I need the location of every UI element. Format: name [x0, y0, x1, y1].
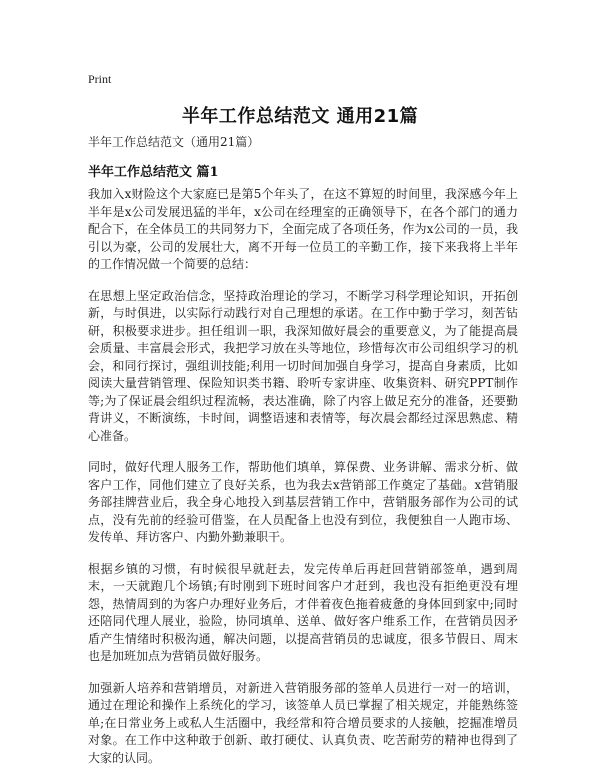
document-title: 半年工作总结范文 通用21篇 [181, 106, 419, 127]
paragraph-1: 我加入x财险这个大家庭已是第5个年头了，在这不算短的时间里，我深感今年上半年是x公司发展迅猛的半年，x公司在经理室的正确领导下，在各个部门的通力配合下，在全体员工的共同努力下，全面完成了各项任务，作为x公司的一员，我引以为豪，公司的发展壮大，离不开每一位员工的辛勤工作，接下来我将上半年的工作情况做一个简要的总结： [88, 187, 518, 271]
paragraph-2: 在思想上坚定政治信念，坚持政治理论的学习，不断学习科学理论知识，开拓创新，与时俱进，以实际行动践行对自己理想的承诺。在工作中勤于学习，刻苦钻研，积极要求进步。担任组训一职，我深知做好晨会的重要意义，为了能提高晨会质量、丰富晨会形式，我把学习放在头等地位，珍惜每次市公司组织学习的机会，和同行探讨，强组训技能;利用一切时间加强自身学习，提高自身素质，比如阅读大量营销管理、保险知识类书籍、聆听专家讲座、收集资料、研究PPT制作等;为了保证晨会组织过程流畅，表达准确，除了内容上做足充分的准备，还要勤背讲义，不断演练，卡时间，调整语速和表情等，每次晨会都经过深思熟虑、精心准备。 [88, 288, 518, 443]
paragraph-4: 根据乡镇的习惯，有时候很早就赶去，发完传单后再赶回营销部签单，遇到周末，一天就跑几个场镇;有时刚到下班时间客户才赶到，我也没有拒绝更没有埋怨，热情周到的为客户办理好业务后，才伴着夜色拖着疲惫的身体回到家中;同时还陪同代理人展业，验险，协同填单、送单、做好客户维系工作，在营销员因矛盾产生情绪时积极沟通，解决问题，以提高营销员的忠诚度，很多节假日、周末也是加班加点为营销员做好服务。 [88, 561, 518, 663]
print-label: Print [88, 72, 112, 86]
section-heading: 半年工作总结范文 篇1 [88, 165, 219, 180]
paragraph-5: 加强新人培养和营销增员，对新进入营销服务部的签单人员进行一对一的培训，通过在理论和操作上系统化的学习，该签单人员已掌握了相关规定，并能熟练签单;在日常业务上或私人生活圈中，我经常和符合增员要求的人接触，挖掘准增员对象。在工作中这种敢于创新、敢打硬仗、认真负责、吃苦耐劳的精神也得到了大家的认同。 [88, 680, 518, 765]
paragraph-3: 同时，做好代理人服务工作，帮助他们填单，算保费、业务讲解、需求分析、做客户工作，同他们建立了良好关系，也为我去x营销部工作奠定了基础。x营销服务部挂牌营业后，我全身心地投入到基层营销工作中，营销服务部作为公司的试点，没有先前的经验可借鉴，在人员配备上也没有到位，我便独自一人跑市场、发传单、拜访客户、内勤外勤兼职干。 [88, 460, 518, 544]
body-text [88, 186, 518, 781]
document-subtitle: 半年工作总结范文（通用21篇） [88, 135, 260, 149]
